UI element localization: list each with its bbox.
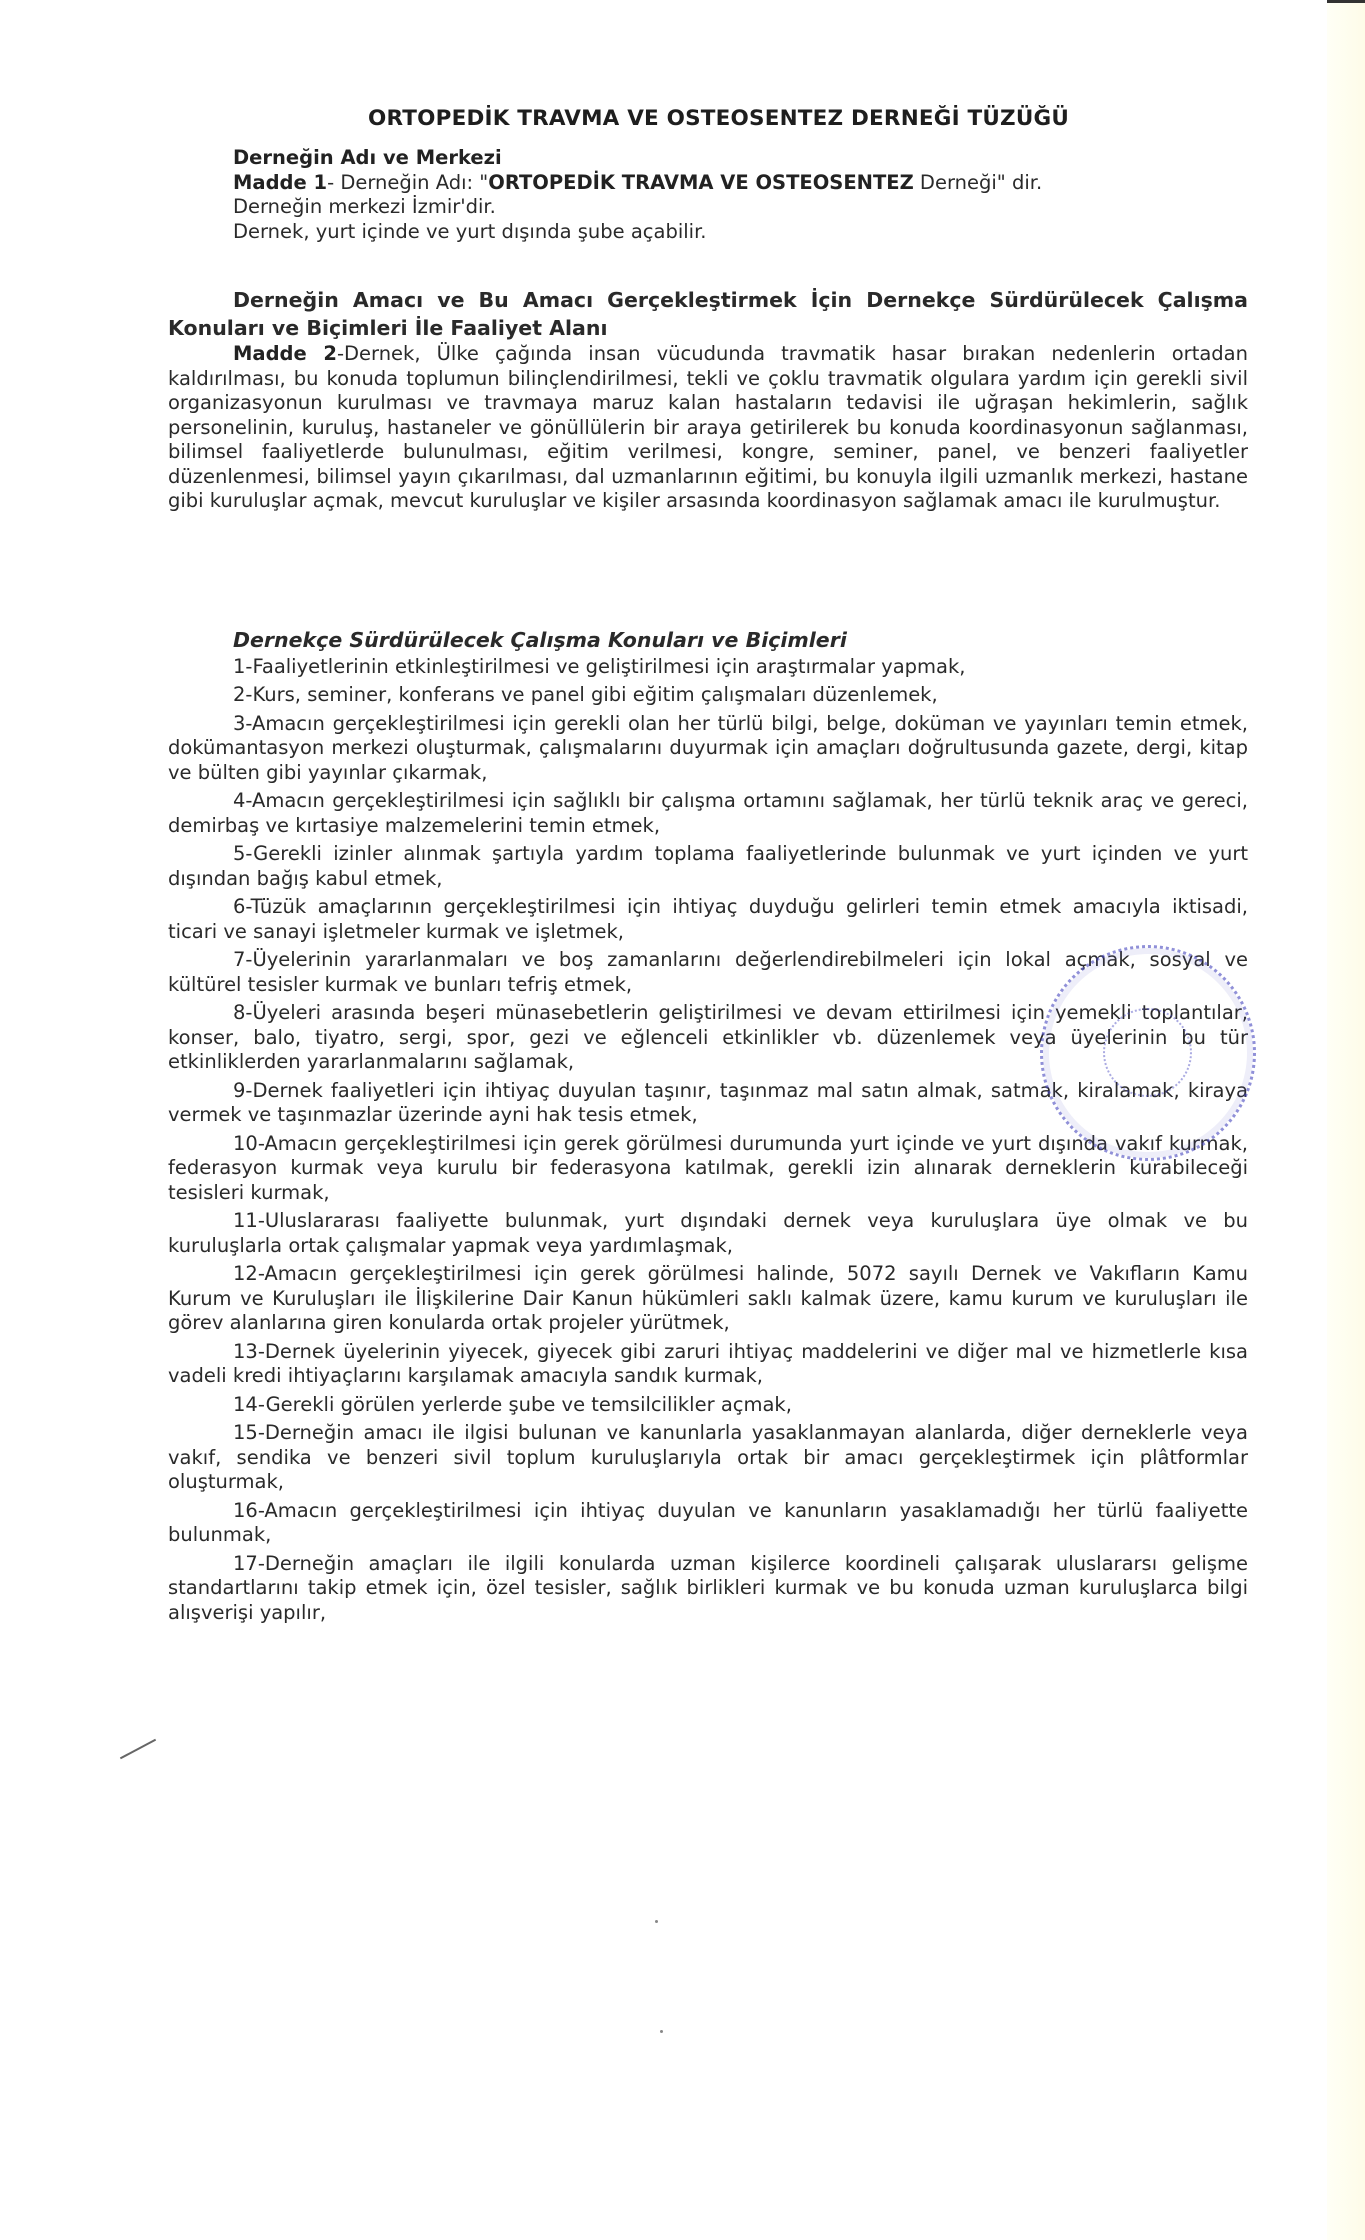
scan-edge-strip [1327,0,1365,2240]
madde-2 [168,342,1248,514]
work-topic-item: 8-Üyeleri arasında beşeri münasebetlerin geliştirilmesi ve devam ettirilmesi için yemekli toplantılar, konser, balo, tiyatro, sergi, spor, gezi ve eğlenceli etkinlikler vb. düzenlemek veya üyelerinin bu tür etkinliklerden yararlanmalarını sağlamak, [168,1001,1248,1073]
work-topic-item: 17-Derneğin amaçları ile ilgili konularda uzman kişilerce koordineli çalışarak uluslararsı gelişme standartlarını takip etmek için, özel tesisler, sağlık birlikleri kurmak ve bu konuda uzman kuruluşlarca bilgi alışverişi yapılır, [168,1551,1248,1624]
work-topic-item: 4-Amacın gerçekleştirilmesi için sağlıklı bir çalışma ortamını sağlamak, her türlü teknik araç ve gereci, demirbaş ve kırtasiye malzemelerini temin etmek, [168,789,1248,837]
work-topic-item: 16-Amacın gerçekleştirilmesi için ihtiyaç duyulan ve kanunların yasaklamadığı her türlü faaliyette bulunmak, [168,1498,1248,1546]
section3-heading: Dernekçe Sürdürülecek Çalışma Konuları ve Biçimleri [233,628,847,652]
work-topic-item: 7-Üyelerinin yararlanmaları ve boş zamanlarını değerlendirebilmeleri için lokal açmak, sosyal ve kültürel tesisler kurmak ve bunları tefriş etmek, [168,948,1248,996]
scan-speck [660,2030,663,2033]
madde-1-text-before: - Derneğin Adı: " [327,170,489,194]
work-topic-item: 13-Dernek üyelerinin yiyecek, giyecek gibi zaruri ihtiyaç maddelerini ve diğer mal ve hizmetlerle kısa vadeli kredi ihtiyaçlarını karşılamak amacıyla sandık kurmak, [168,1339,1248,1387]
madde-2-text: -Dernek, Ülke çağında insan vücudunda travmatik hasar bırakan nedenlerin ortadan kaldırılması, bu konuda toplumun bilinçlendirilmesi, tekli ve çoklu travmatik olgulara yardım için gerekli sivil organizasyonun kurulması ve travmaya maruz kalan hastaların tedavisi ile uğraşan hekimlerin, sağlık personelinin, kuruluş, hastaneler ve gönüllülerin bir araya getirilerek bu konuda koordinasyonun sağlanması, bilimsel faaliyetlerde bulunulması, eğitim verilmesi, kongre, seminer, panel, ve benzeri faaliyetler düzenlenmesi, bilimsel yayın çıkarılması, dal uzmanlarının eğitimi, bu konuyla ilgili uzmanlık merkezi, hastane gibi kuruluşlar açmak, mevcut kuruluşlar ve kişiler arsasında koordinasyon sağlamak amacı ile kurulmuştur. [168,342,1248,512]
work-topic-item: 2-Kurs, seminer, konferans ve panel gibi eğitim çalışmaları düzenlemek, [233,683,938,706]
official-seal-stamp [1040,945,1256,1161]
section1-heading: Derneğin Adı ve Merkezi [233,146,502,169]
madde-1-text-after: Derneği" dir. [913,170,1043,194]
document-title: ORTOPEDİK TRAVMA VE OSTEOSENTEZ DERNEĞİ TÜZÜĞÜ [368,106,1069,131]
work-topic-item: 6-Tüzük amaçlarının gerçekleştirilmesi için ihtiyaç duyduğu gelirleri temin etmek amacıyla iktisadi, ticari ve sanayi işletmeler kurmak ve işletmek, [168,895,1248,943]
madde-1 [233,171,1248,196]
section2-heading: Derneğin Amacı ve Bu Amacı Gerçekleştirmek İçin Dernekçe Sürdürülecek Çalışma Konuları ve Biçimleri İle Faaliyet Alanı [168,288,1248,340]
scan-speck [655,1920,658,1923]
scan-edge-mark [1327,0,1365,3]
work-topic-item: 5-Gerekli izinler alınmak şartıyla yardım toplama faaliyetlerinde bulunmak ve yurt içinden ve yurt dışından bağış kabul etmek, [168,842,1248,890]
work-topic-item: 15-Derneğin amacı ile ilgisi bulunan ve kanunlarla yasaklanmayan alanlarda, diğer derneklerle veya vakıf, sendika ve benzeri sivil toplum kuruluşlarıyla ortak bir amacı gerçekleştirmek için plâtformlar oluşturmak, [168,1421,1248,1493]
work-topic-item: 14-Gerekli görülen yerlerde şube ve temsilcilikler açmak, [233,1392,792,1416]
work-topic-item: 1-Faaliyetlerinin etkinleştirilmesi ve geliştirilmesi için araştırmalar yapmak, [233,654,966,678]
work-topic-item: 10-Amacın gerçekleştirilmesi için gerek görülmesi durumunda yurt içinde ve yurt dışında vakıf kurmak, federasyon kurmak veya kurulu bir federasyona katılmak, gerekli izin alınarak derneklerin kurabileceği tesisleri kurmak, [168,1131,1248,1204]
section1-line-branches: Dernek, yurt içinde ve yurt dışında şube açabilir. [233,219,707,243]
work-topic-item: 9-Dernek faaliyetleri için ihtiyaç duyulan taşınır, taşınmaz mal satın almak, satmak, kiralamak, kiraya vermek ve taşınmazlar üzerinde ayni hak tesis etmek, [168,1078,1248,1126]
section1-line-seat: Derneğin merkezi İzmir'dir. [233,195,496,218]
seal-inner-ring [1103,1008,1192,1097]
pen-mark [120,1739,156,1760]
madde-1-association-name: ORTOPEDİK TRAVMA VE OSTEOSENTEZ [488,170,914,194]
madde-1-label: Madde 1 [233,170,328,194]
madde-2-label: Madde 2 [233,342,337,365]
work-topic-item: 12-Amacın gerçekleştirilmesi için gerek görülmesi halinde, 5072 sayılı Dernek ve Vakıfların Kamu Kurum ve Kuruluşları ile İlişkilerine Dair Kanun hükümleri saklı kalmak üzere, kamu kurum ve kuruluşları ile görev alanlarına giren konularda ortak projeler yürütmek, [168,1262,1248,1334]
work-topic-item: 3-Amacın gerçekleştirilmesi için gerekli olan her türlü bilgi, belge, doküman ve yayınları temin etmek, dokümantasyon merkezi oluşturmak, çalışmalarını duyurmak için amaçları doğrultusunda gazete, dergi, kitap ve bülten gibi yayınlar çıkarmak, [168,711,1248,784]
section-name-and-seat [233,146,1248,244]
work-topic-item: 11-Uluslararası faaliyette bulunmak, yurt dışındaki dernek veya kuruluşlara üye olmak ve bu kuruluşlarla ortak çalışmalar yapmak veya yardımlaşmak, [168,1209,1248,1257]
section-purpose [168,286,1248,514]
